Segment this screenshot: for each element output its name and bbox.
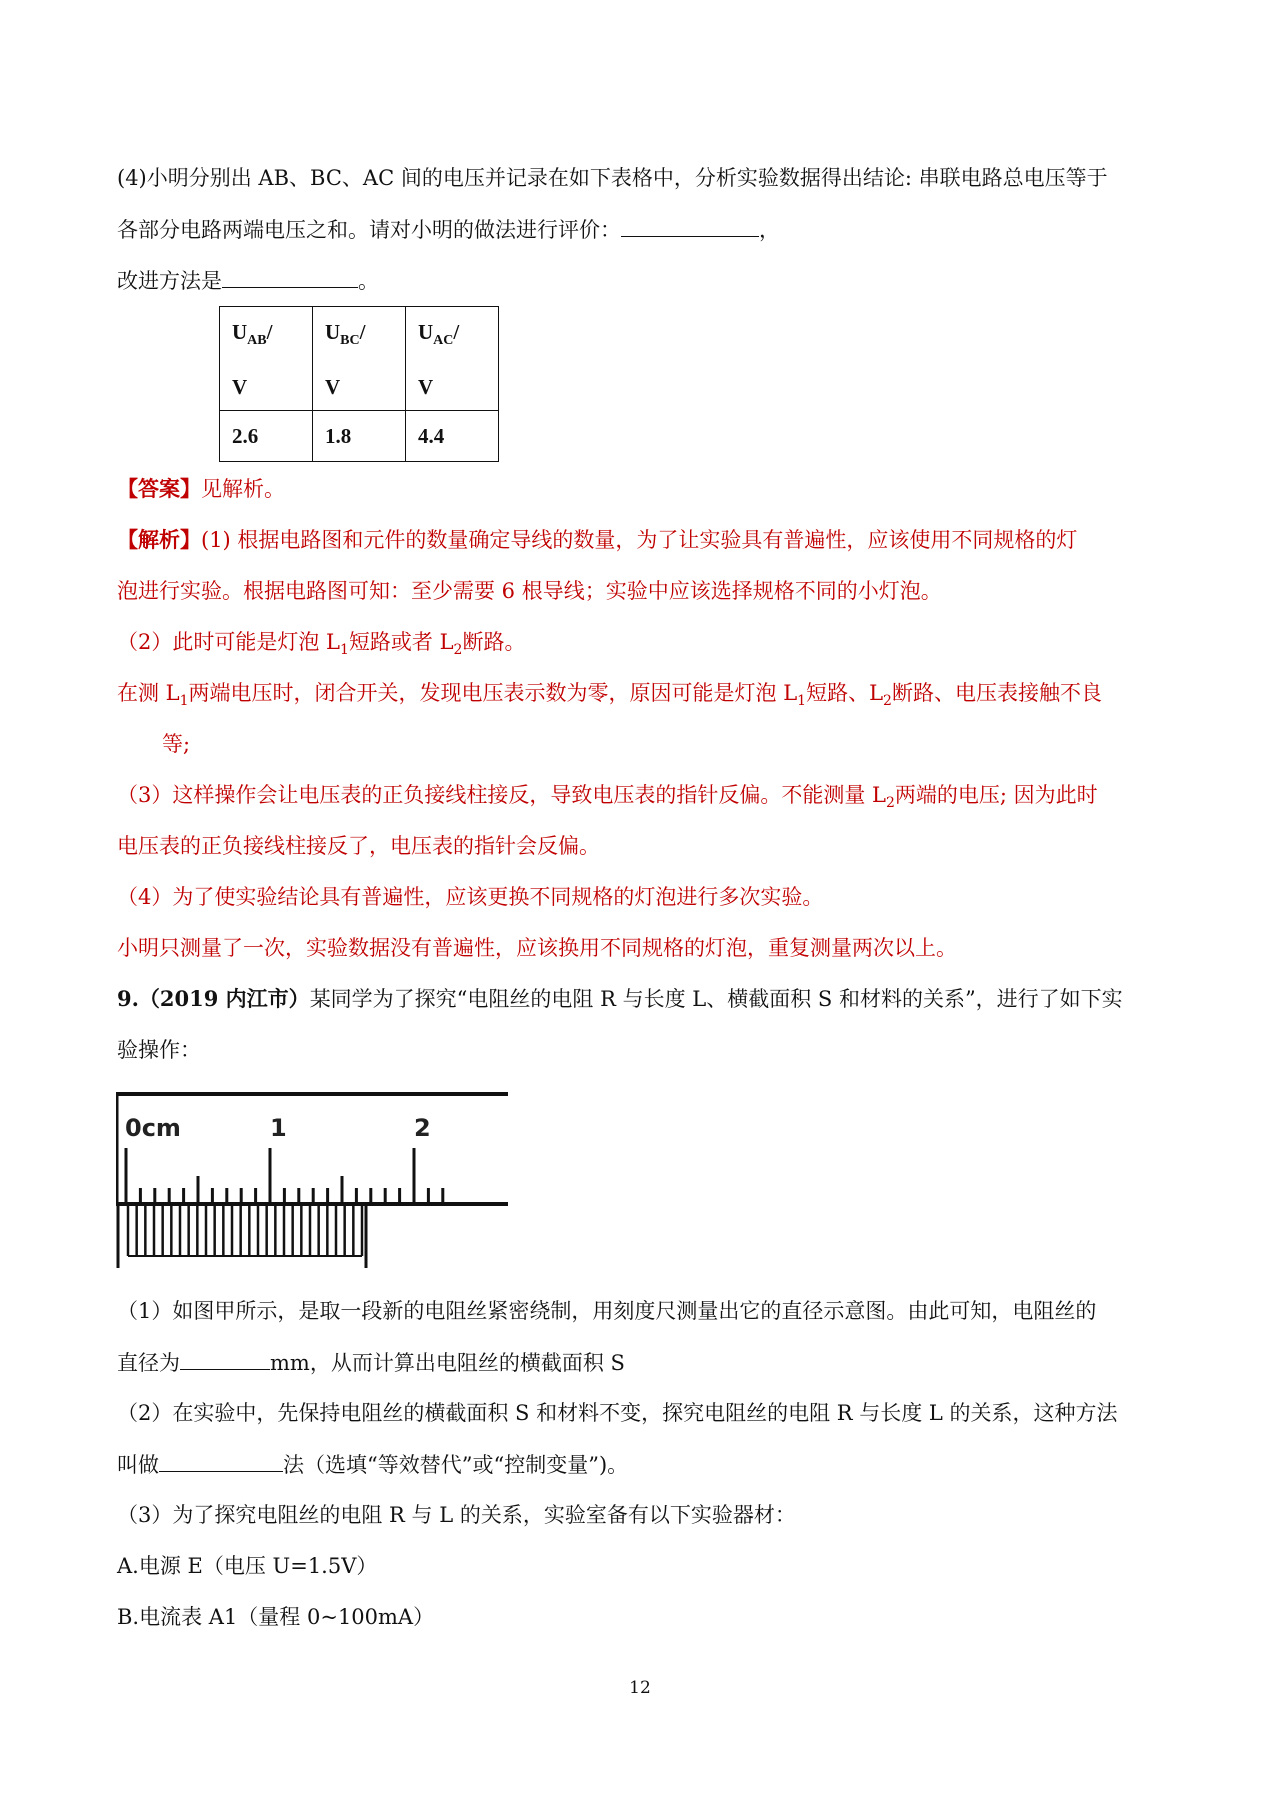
- page-number: 12: [629, 1678, 651, 1698]
- q9-s1-line2: 直径为 mm，从而计算出电阻丝的横截面积 S: [117, 1347, 625, 1378]
- header-uab: $U_{AB}/$ V: [220, 307, 313, 411]
- q4-line3-text: 改进方法是: [117, 269, 222, 293]
- answer-tag: 【答案】: [117, 476, 201, 501]
- q4-line2-end: ，: [759, 218, 780, 242]
- q4-line3-end: 。: [358, 269, 379, 293]
- analysis-line7: 电压表的正负接线柱接反了，电压表的指针会反偏。: [117, 834, 600, 858]
- q9-line2: 验操作：: [117, 1038, 201, 1062]
- analysis-line4: 在测 $L_1$两端电压时，闭合开关，发现电压表示数为零，原因可能是灯泡 $L_1$短路、$L_2$断路、电压表接触不良: [117, 681, 1102, 710]
- analysis-line8: （4）为了使实验结论具有普遍性，应该更换不同规格的灯泡进行多次实验。: [117, 885, 824, 909]
- q4-line3: [117, 265, 379, 296]
- option-b: B.电流表 A1（量程 0~100mA）: [117, 1605, 435, 1629]
- header-ubc: $U_{BC}/$ V: [313, 307, 406, 411]
- q9-line1: 9.（2019 内江市）某同学为了探究“电阻丝的电阻 R 与长度 L、横截面积 S 和材料的关系”，进行了如下实: [117, 986, 1123, 1011]
- method-blank[interactable]: [159, 1449, 283, 1472]
- q9-s3: （3）为了探究电阻丝的电阻 R 与 L 的关系，实验室备有以下实验器材：: [117, 1503, 796, 1527]
- q4-line2-text: 各部分电路两端电压之和。请对小明的做法进行评价：: [117, 218, 621, 242]
- value-ubc: 1.8: [313, 411, 406, 462]
- answer-text: 见解析。: [201, 477, 285, 501]
- option-a: A.电源 E（电压 U=1.5V）: [117, 1554, 378, 1578]
- q4-line1: (4)小明分别出 AB、BC、AC 间的电压并记录在如下表格中，分析实验数据得出结论: 串联电路总电压等于: [117, 166, 1108, 190]
- table-header-row: [220, 307, 499, 411]
- ruler-figure: [116, 1092, 510, 1268]
- q9-s1-line1: （1）如图甲所示，是取一段新的电阻丝紧密绕制，用刻度尺测量出它的直径示意图。由此可知，电阻丝的: [117, 1299, 1097, 1323]
- analysis-line9: 小明只测量了一次，实验数据没有普遍性，应该换用不同规格的灯泡，重复测量两次以上。: [117, 936, 957, 960]
- q9-s2-line2: 叫做 法（选填“等效替代”或“控制变量”)。: [117, 1449, 628, 1480]
- value-uab: 2.6: [220, 411, 313, 462]
- analysis-line6: （3）这样操作会让电压表的正负接线柱接反，导致电压表的指针反偏。不能测量 $L_2$两端的电压; 因为此时: [117, 783, 1098, 812]
- ruler-label-2: 2: [414, 1114, 431, 1142]
- analysis-line5: 等;: [162, 732, 191, 756]
- evaluation-blank[interactable]: [621, 214, 759, 237]
- diameter-blank[interactable]: [180, 1347, 270, 1370]
- q9-number: 9.（2019 内江市）: [117, 986, 310, 1011]
- table-row: [220, 411, 499, 462]
- q4-line2: [117, 214, 780, 245]
- analysis-line3: （2）此时可能是灯泡 $L_1$短路或者 $L_2$断路。: [117, 630, 526, 659]
- ruler-label-0: 0cm: [125, 1114, 181, 1142]
- analysis-line2: 泡进行实验。根据电路图可知：至少需要 6 根导线；实验中应该选择规格不同的小灯泡。: [117, 579, 942, 603]
- value-uac: 4.4: [406, 411, 499, 462]
- q9-s2-line1: （2）在实验中，先保持电阻丝的横截面积 S 和材料不变，探究电阻丝的电阻 R 与长度 L 的关系，这种方法: [117, 1401, 1118, 1425]
- answer-line: [117, 474, 285, 504]
- header-uac: $U_{AC}/$ V: [406, 307, 499, 411]
- analysis-line1: 【解析】(1) 根据电路图和元件的数量确定导线的数量，为了让实验具有普遍性，应该使用不同规格的灯: [117, 527, 1078, 552]
- ruler-label-1: 1: [270, 1114, 287, 1142]
- improvement-blank[interactable]: [222, 265, 358, 288]
- analysis-tag: 【解析】: [117, 527, 201, 552]
- voltage-table: [219, 306, 499, 462]
